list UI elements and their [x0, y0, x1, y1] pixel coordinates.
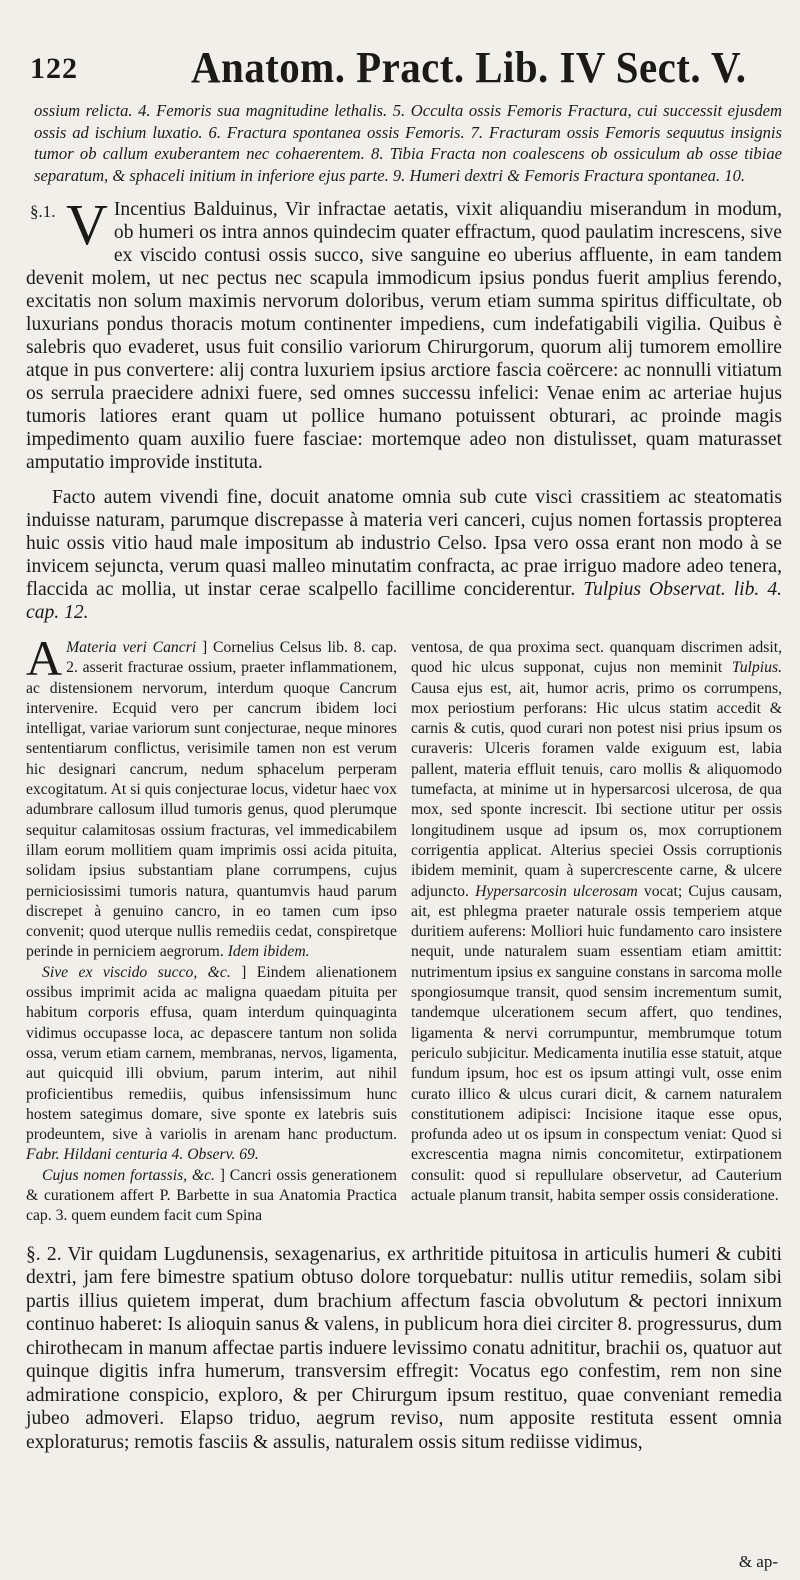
- note-3-continued: [411, 638, 782, 1206]
- note-2-text: Eindem alienationem ossibus imprimit acida ac maligna quaedam pituita per habitum corporis effusa, quam interdum quinquaginta vidimus occupasse loca, ac depascere tantum non solida ossa, verum etiam carnem, membranas, nervos, ligamenta, aut quicquid illi obvium, parum interim, aut nihil proficientibus remediis, quibus infensissimum hunc hostem sategimus domare, sive sponte ex latebris suis prodeuntem, sive à variolis in arenam hanc productum.: [26, 963, 397, 1144]
- section-1-autopsy-text: Facto autem vivendi fine, docuit anatome omnia sub cute visci crassitiem ac steatomatis induisse naturam, parumque discrepasse à materia veri canceri, cujus nomen fortassis propterea huic ossis vitio haud male impositum ab industrio Celso. Ipsa vero ossa erant non modo à se invicem sejuncta, verum quasi malleo minutatim confracta, ac prae irriguo madore adeo tenera, flaccida ac mollia, ut instar cerae scalpello facillime conciderentur.: [26, 487, 782, 600]
- note-1-text: Cornelius Celsus lib. 8. cap. 2. asserit fracturae ossium, praeter inflammationem, ac distensionem nervorum, interdum quoque Cancrum intervenire. Ecquid vero per cancrum ibidem loci intelligat, variae variorum sunt conjecturae, neque minores sententiarum conflictus, verisimile tamen non est verum hic designari cancrum, nedum sphacelum perperam excogitatum. At si quis conjecturae locus, videtur haec vox adumbrare callosum illud tumoris genus, quod plerumque sequitur calamitosas ossium fracturas, vel immedicabilem illam eorum mollitiem quam imprimis ossi acida pituita, solidam ipsius substantiam plane corrumpens, cujus perniciosissimi tumoris natura, quantumvis haud parum discrepet à genuino cancro, in eo tamen cum ipso convenit; quod uterque nullis remediis cedat, conspiretque perinde in perniciem aegrorum.: [26, 639, 397, 961]
- section-1-text: Incentius Balduinus, Vir infractae aetatis, vixit aliquandiu miserandum in modum, ob humeri os intra annos quindecim quater effractum, quod paulatim increscens, sive ex viscido contusi ossis succo, sive sanguine eo uberius affluente, in eam tandem devenit molem, ut nec pectus nec scapula immodicum ipsius pondus fuerit amplius ferendo, excitatis non solum maximis nervorum doloribus, verum etiam summa spiritus difficultate, ob luxurians pondus thoracis motum continenter impediens, cum indefatigabili vigilia. Quibus è salebris quo evaderet, usus fuit consilio variorum Chirurgorum, quorum alij tumorem emollire atque in pus convertere: alij contra luxuriem ipsius arctiore fascia coërcere: ac nonnulli vitiatum os serrula praecidere adnixi fuere, sed omnes successu infelici: Venae enim ac arteriae hujus tumoris latiores erant quam ut pollice humano potuissent obturari, ac proinde magis impedimento quam auxilio fuere fasciae: mortemque adeo non distulisset, quam maturasset amputatio improvide instituta.: [26, 199, 782, 473]
- section-1-citation: Tulpius Observat. lib. 4. cap. 12.: [26, 579, 783, 623]
- note-3-cont-c: vocat; Cujus causam, ait, est phlegma praeter naturale ossis temperiem atque duritiem auferens: Molliori huic fundamento caro insistere nequit, unde naturalem suam essentiam etiam amittit: nutrimentum ipsius ex sanguine constans in sarcoma molle spongiosumque transit, quod sensim incrementum sumit, tandemque ulcerationem secum affert, quo tendines, ligamenta & nervi corrumpuntur, membrumque totum periculo subjicitur. Medicamenta inutilia esse statuit, atque fundum ipsum, hoc est os ipsum attingi vult, osse enim curato illico & ulcus curari dicit, & carnem naturalem constitutionem adipisci: Incisione itaque esse opus, profunda adeo ut os ipsum in conspectum veniat: Quod si excrescentia magna nimis concomitetur, extirpationem consulit: quod si repullulare observetur, ad Cauterium actuale planum transit, habita semper ossis consideratione.: [411, 882, 783, 1205]
- drop-cap-a: A: [26, 630, 63, 686]
- note-3-text: Cancri ossis generationem & curationem affert P. Barbette in sua Anatomia Practica cap. 3. quem eundem facit cum Spina: [26, 1166, 397, 1225]
- note-3-lemma: Cujus nomen fortassis, &c.: [42, 1166, 215, 1184]
- commentary-right-column: [411, 638, 782, 1227]
- section-1: [26, 192, 782, 474]
- note-3-cont-a: ventosa, de qua proxima sect. quanquam discrimen adsit, quod hic ulcus supponat, cujus non meminit: [411, 639, 782, 677]
- note-3-hypersarcosis: Hypersarcosin ulcerosam: [475, 882, 638, 900]
- commentary-columns: [26, 630, 783, 1227]
- note-1-ref: Idem ibidem.: [227, 943, 310, 961]
- catchword: & ap-: [738, 1552, 778, 1571]
- section-1-autopsy-paragraph: [26, 486, 782, 624]
- commentary-left-column: [26, 630, 397, 1227]
- note-1: A Materia veri Cancri ] Cornelius Celsus lib. 8. cap. 2. asserit fracturae ossium, praeter inflammationem, ac distensionem nervorum, interdum quoque Cancrum intervenire. Ecquid vero per cancrum ibidem loci intelligat, variae variorum sunt conjecturae, neque minores sententiarum conflictus, verisimile tamen non est verum hic designari cancrum, nedum sphacelum perperam excogitatum. At si quis conjecturae locus, videtur haec vox adumbrare callosum illud tumoris genus, quod plerumque sequitur calamitosas ossium fracturas, vel immedicabilem illam eorum mollitiem quam imprimis ossi acida pituita, solidam ipsius substantiam plane corrumpens, cujus perniciosissimi tumoris natura, quantumvis haud parum discrepet à genuino cancro, in eo tamen cum ipso convenit; quod uterque nullis remediis cedat, conspiretque perinde in perniciem aegrorum. Idem ibidem.: [26, 630, 397, 961]
- section-1-mark: §.1.: [30, 202, 56, 221]
- section-contents-summary: ossium relicta. 4. Femoris sua magnitudine lethalis. 5. Occulta ossis Femoris Fractura, cui successit ejusdem ossis ad ischium luxatio. 6. Fractura spontanea ossis Femoris. 7. Fracturam ossis Femoris sequutus insignis tumor ob callum exuberantem nec cohaerentem. 8. Tibia Fracta non coalescens ob ossiculum ab osse tibiae separatum, & sphaceli initium in inferiore ejus parte. 9. Humeri dextri & Femoris Fractura spontanea. 10.: [34, 101, 782, 185]
- page-header: [26, 0, 782, 100]
- note-3: Cujus nomen fortassis, &c. ] Cancri ossis generationem & curationem affert P. Barbette in sua Anatomia Practica cap. 3. quem eundem facit cum Spina: [26, 1166, 397, 1225]
- drop-cap-v: V: [66, 192, 108, 257]
- note-1-lemma: Materia veri Cancri: [66, 639, 197, 656]
- page-number: 122: [30, 52, 78, 85]
- section-2-text: Vir quidam Lugdunensis, sexagenarius, ex arthritide pituitosa in articulis humeri & cubiti dextri, jam fere bimestre spatium obtuso dolore torquebatur: nullis utitur remediis, solam sibi partis illius quietem imperat, dum brachium affectum fascia obvolutum & pectori innixum continuo haberet: Is alioquin sanus & valens, in publicum hora diei circiter 8. progressurus, dum chirothecam in manum affectae partis induere levissimo conatu adnititur, brachii os, quatuor aut quinque digitis infra humerum, transversim effregit: Vocatus ego confestim, rem non sine admiratione conspicio, exploro, & per Chirurgum ipsum restituo, quae conveniant remedia jubeo admoveri. Elapso triduo, aegrum reviso, num apposite restituta essent omnia exploraturus; remotis fasciis & assulis, naturalem ossis situm rediisse vidimus,: [26, 1243, 782, 1453]
- note-2-ref: Fabr. Hildani centuria 4. Observ. 69.: [26, 1146, 259, 1164]
- note-2-lemma: Sive ex viscido succo, &c.: [42, 963, 231, 981]
- section-2: [26, 1243, 782, 1455]
- note-3-tulpius: Tulpius.: [731, 659, 782, 677]
- note-2: Sive ex viscido succo, &c. ] Eindem alienationem ossibus imprimit acida ac maligna quaedam pituita per habitum corporis effusa, quam interdum quinquaginta vidimus occupasse loca, ac depascere tantum non solida ossa, verum etiam carnem, membranas, nervos, ligamenta, aut quicquid illi obvium, parum interim, aut nihil proficientibus remediis, quibus infensissimum hunc hostem sategimus domare, sive sponte ex latebris suis prodeuntem, sive à variolis in arenam hanc productum. Fabr. Hildani centuria 4. Observ. 69.: [26, 963, 397, 1164]
- running-head: Anatom. Pract. Lib. IV Sect. V.: [191, 43, 747, 92]
- note-3-cont-b: Causa ejus est, ait, humor acris, primo os corrumpens, mox periostium perforans: Hic ulcus statim accedit & carnis & cutis, quod curari non potest nisi prius ipsum os curaveris: Ulceris foramen valde exiguum est, labia pallent, materia effluit tenuis, caro mollis & aliquomodo tumefacta, at minime ut in hypersarcosi ulcerosa, de qua mox, sed sponte increscit. Ibi sectione utitur per ossis longitudinem usque ad ipsum os, mox corruptionem corrigentia applicat. Alterius speciei Ossis corruptionis ibidem meminit, quam à supercrescente carne, & ulcere adjuncto.: [411, 679, 782, 900]
- section-2-mark: §. 2.: [26, 1243, 62, 1265]
